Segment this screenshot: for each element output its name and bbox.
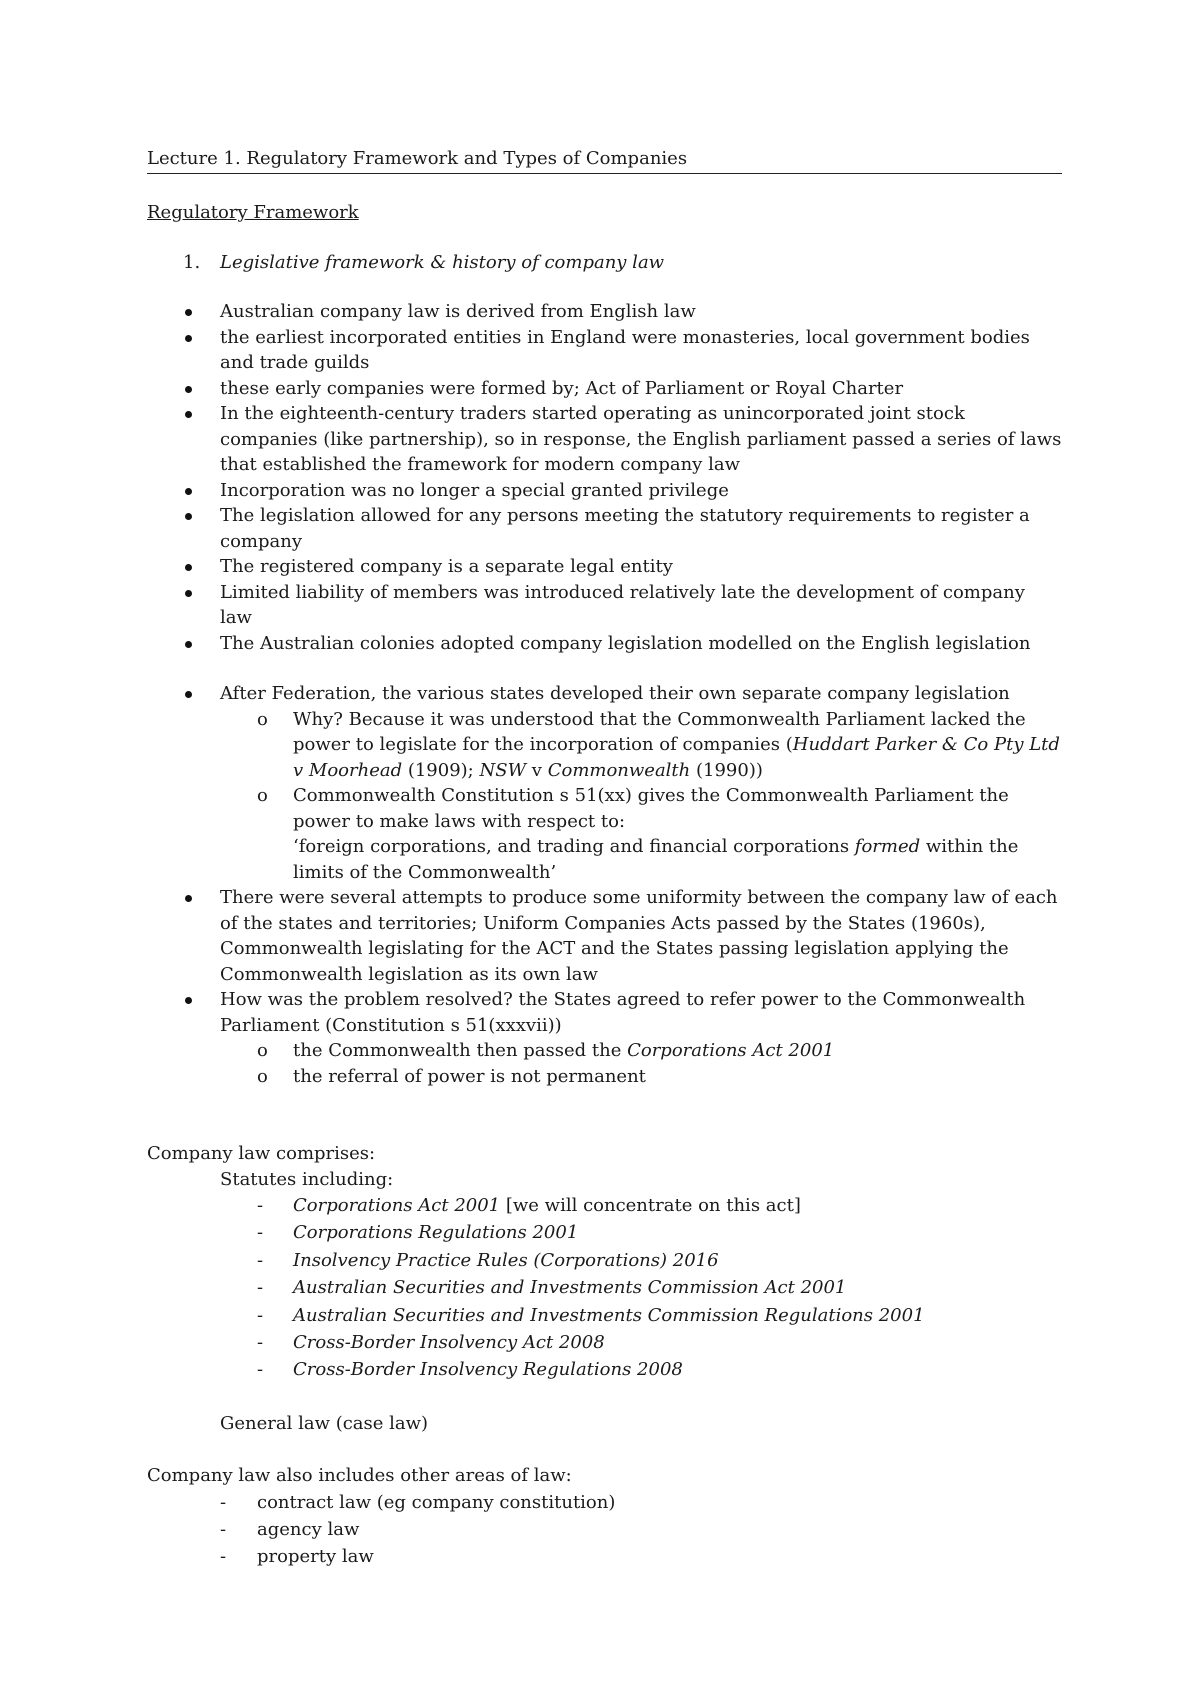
numbered-heading-text: Legislative framework & history of company law xyxy=(220,251,665,273)
case-citation: NSW xyxy=(479,759,527,781)
bullet-icon xyxy=(185,411,192,418)
section-heading: Regulatory Framework xyxy=(147,202,359,223)
list-item: In the eighteenth-century traders started operating as unincorporated joint stock companies (like partnership), so in response, the English parliament passed a series of laws that established the framework for modern company law xyxy=(147,401,1062,478)
federation-bullet-list xyxy=(147,681,1062,1089)
sub-bullet-marker: o xyxy=(257,785,268,806)
dash-marker: - xyxy=(257,1359,264,1381)
other-areas-list xyxy=(147,1489,1062,1570)
statute-item: - Insolvency Practice Rules (Corporations) 2016 xyxy=(147,1247,1062,1274)
document-content xyxy=(147,145,1062,1570)
list-item: - property law xyxy=(147,1543,1062,1570)
statute-item: - Australian Securities and Investments Commission Act 2001 xyxy=(147,1274,1062,1301)
list-item: - agency law xyxy=(147,1516,1062,1543)
statutes-list xyxy=(147,1192,1062,1384)
dash-marker: - xyxy=(257,1222,264,1244)
numbered-heading xyxy=(147,250,1062,276)
list-item-federation: After Federation, the various states developed their own separate company legislation o Why? Because it was understood that the Commonwealth Parliament lacked the power to legislate for the incorporation of companies (Huddart Parker & Co Pty Ltd v Moorhead (1909); NSW v Commonwealth (1990)) o Commonwealth Constitution s 51(xx) gives the Commonwealth Parliament the power to make laws with respect to: ‘foreign corporations, and trading and financial corporations formed within the limits of the Commonwealth’ xyxy=(147,681,1062,885)
statute-item: - Cross-Border Insolvency Regulations 2008 xyxy=(147,1356,1062,1383)
dash-marker: - xyxy=(257,1249,264,1271)
bullet-icon xyxy=(185,513,192,520)
sub-bullet-marker: o xyxy=(257,1040,268,1061)
statute-item: - Corporations Act 2001 [we will concentrate on this act] xyxy=(147,1192,1062,1219)
list-item: these early companies were formed by; Act of Parliament or Royal Charter xyxy=(147,376,1062,402)
constitution-quote: ‘foreign corporations, and trading and financial corporations xyxy=(293,836,855,857)
also-includes-heading: Company law also includes other areas of law: xyxy=(147,1465,572,1487)
dash-marker: - xyxy=(257,1304,264,1326)
bullet-icon xyxy=(185,386,192,393)
act-title: Corporations Act 2001 xyxy=(627,1040,835,1061)
list-item: Australian company law is derived from English law xyxy=(147,299,1062,325)
statutes-label: Statutes including: xyxy=(220,1168,394,1190)
bullet-icon xyxy=(185,641,192,648)
bullet-icon xyxy=(185,691,192,698)
list-item: the earliest incorporated entities in England were monasteries, local government bodies and trade guilds xyxy=(147,325,1062,376)
statute-item: - Cross-Border Insolvency Act 2008 xyxy=(147,1329,1062,1356)
list-item: The Australian colonies adopted company legislation modelled on the English legislation xyxy=(147,631,1062,657)
document-title: Lecture 1. Regulatory Framework and Types of Companies xyxy=(147,145,1062,174)
statute-item: - Corporations Regulations 2001 xyxy=(147,1219,1062,1246)
list-item-uniformity: There were several attempts to produce some uniformity between the company law of each of the states and territories; Uniform Companies Acts passed by the States (1960s), Commonwealth legislating for the ACT and the States passing legislation applying the Commonwealth legislation as its own law xyxy=(147,885,1062,987)
bullet-icon xyxy=(185,997,192,1004)
dash-marker: - xyxy=(257,1195,264,1216)
bullet-icon xyxy=(185,590,192,597)
list-item: The legislation allowed for any persons meeting the statutory requirements to register a company xyxy=(147,503,1062,554)
case-citation: Huddart Parker & Co Pty Ltd v Moorhead xyxy=(293,734,1060,781)
sub-list-item: o the Commonwealth then passed the Corporations Act 2001 xyxy=(147,1038,1062,1064)
case-citation: Commonwealth xyxy=(547,759,691,781)
bullet-icon xyxy=(185,335,192,342)
comprises-heading: Company law comprises: xyxy=(147,1143,376,1164)
federation-sublist xyxy=(220,707,1062,886)
history-bullet-list xyxy=(147,299,1062,656)
sub-list-item: o Why? Because it was understood that the Commonwealth Parliament lacked the power to legislate for the incorporation of companies (Huddart Parker & Co Pty Ltd v Moorhead (1909); NSW v Commonwealth (1990)) xyxy=(257,708,1060,781)
sub-list-item: o Commonwealth Constitution s 51(xx) gives the Commonwealth Parliament the power to make laws with respect to: ‘foreign corporations, and trading and financial corporations formed within the limits of the Commonwealth’ xyxy=(257,785,1019,883)
resolved-sublist xyxy=(220,1038,1062,1089)
list-item-resolved: How was the problem resolved? the States agreed to refer power to the Commonwealth Parliament (Constitution s 51(xxxvii)) o the Commonwealth then passed the Corporations Act 2001 o the referral of power is not permanent xyxy=(147,987,1062,1089)
dash-marker: - xyxy=(220,1518,227,1540)
dash-marker: - xyxy=(220,1491,227,1513)
list-item: The registered company is a separate legal entity xyxy=(147,554,1062,580)
bullet-icon xyxy=(185,564,192,571)
bullet-icon xyxy=(185,895,192,902)
statute-item: - Australian Securities and Investments Commission Regulations 2001 xyxy=(147,1302,1062,1329)
dash-marker: - xyxy=(257,1332,264,1354)
list-number: 1. xyxy=(183,251,201,273)
bullet-icon xyxy=(185,488,192,495)
list-item: Incorporation was no longer a special granted privilege xyxy=(147,478,1062,504)
list-item: - contract law (eg company constitution) xyxy=(147,1489,1062,1516)
sub-bullet-marker: o xyxy=(257,708,268,730)
dash-marker: - xyxy=(220,1545,227,1567)
list-item: Limited liability of members was introduced relatively late the development of company law xyxy=(147,580,1062,631)
sub-bullet-marker: o xyxy=(257,1065,268,1087)
sub-list-item: o the referral of power is not permanent xyxy=(147,1064,1062,1090)
general-law: General law (case law) xyxy=(220,1412,429,1434)
bullet-icon xyxy=(185,309,192,316)
dash-marker: - xyxy=(257,1277,264,1299)
